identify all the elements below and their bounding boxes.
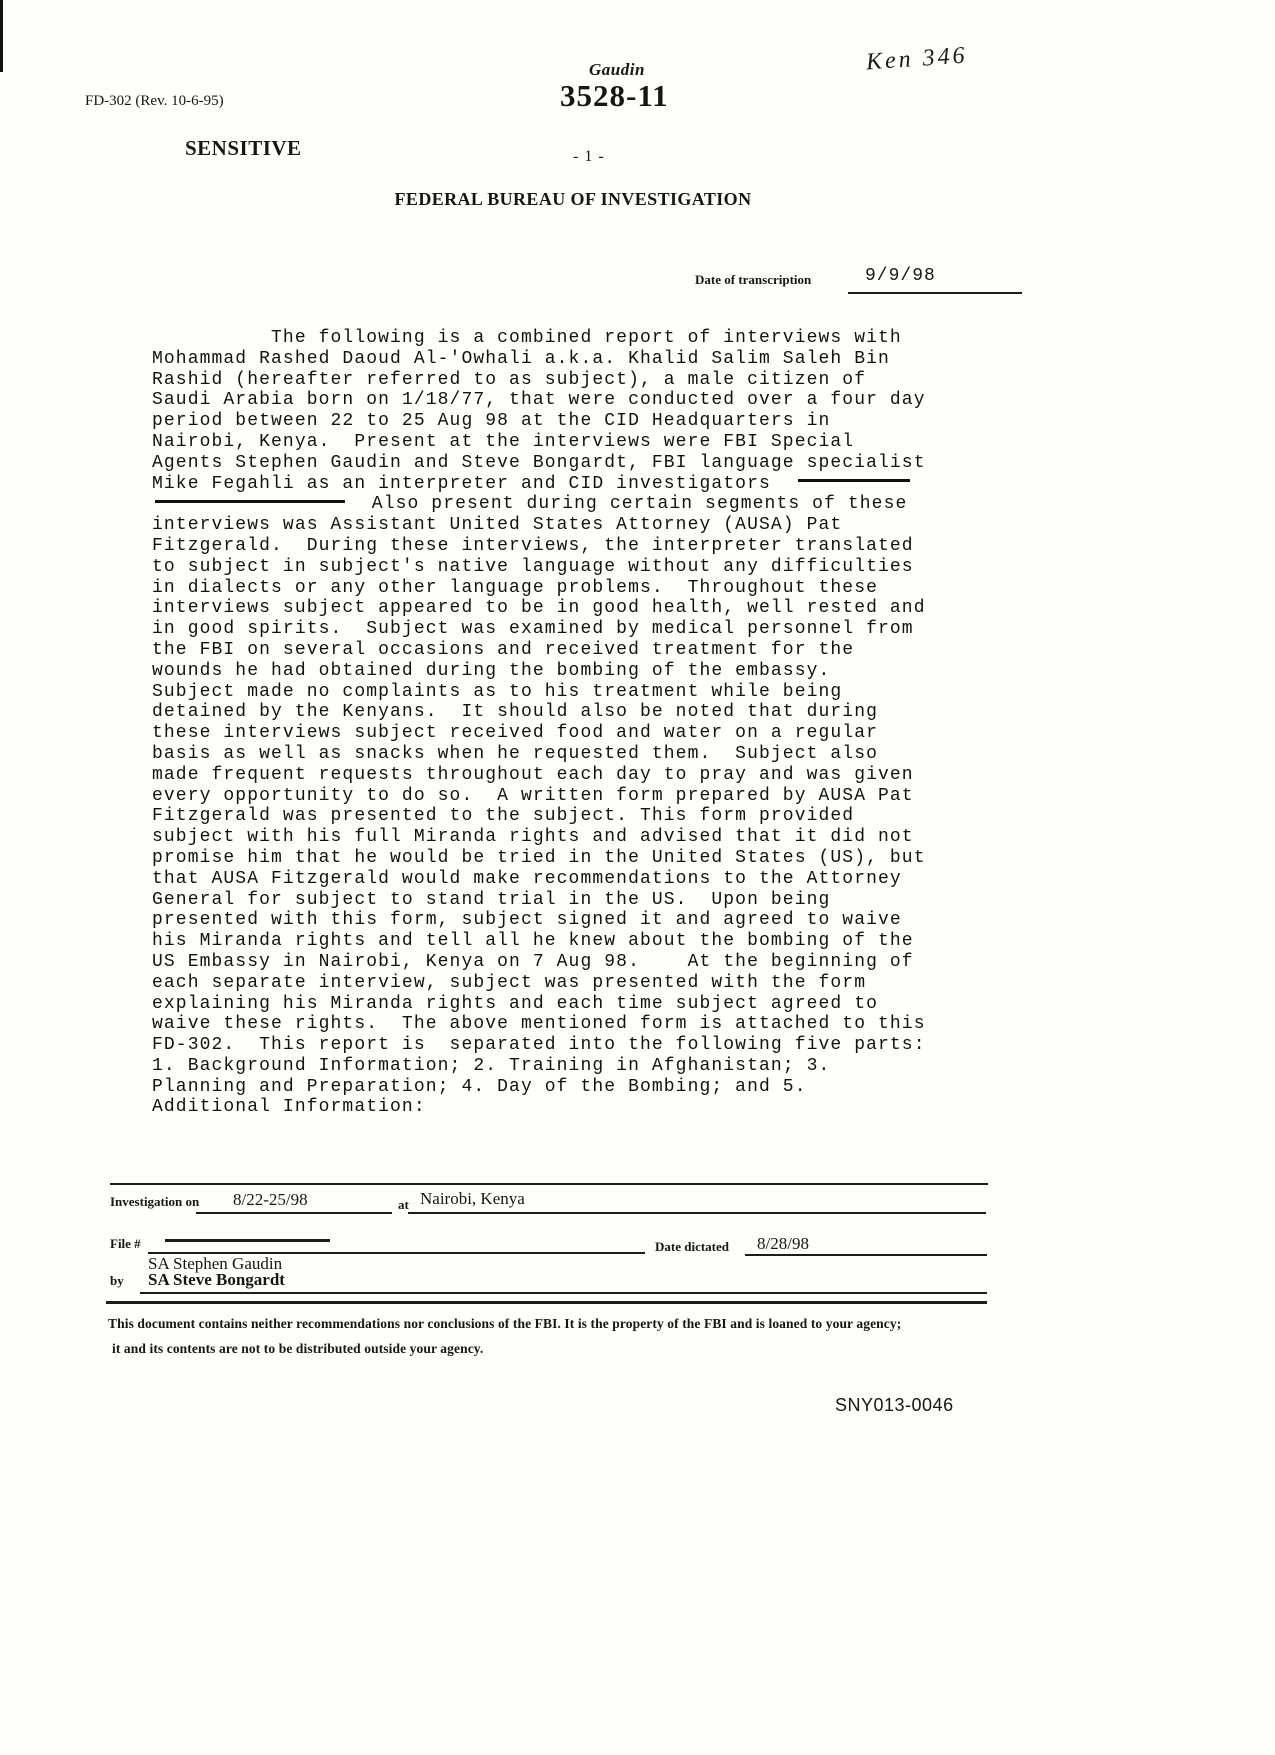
file-number-redaction-bar <box>165 1239 330 1242</box>
body-line: Rashid (hereafter referred to as subject), a male citizen of <box>152 369 867 390</box>
body-line: promise him that he would be tried in the United States (US), but <box>152 847 926 868</box>
scan-artifact <box>0 0 3 72</box>
location-underline <box>408 1212 986 1214</box>
classification-marking: SENSITIVE <box>185 136 302 160</box>
body-line: period between 22 to 25 Aug 98 at the CID Headquarters in <box>152 411 831 432</box>
form-number: FD-302 (Rev. 10-6-95) <box>85 93 224 109</box>
body-line: these interviews subject received food and water on a regular <box>152 723 879 744</box>
case-number-stamp: 3528-11 <box>560 78 669 113</box>
date-dictated-label: Date dictated <box>655 1239 730 1254</box>
investigation-date: 8/22-25/98 <box>233 1190 308 1209</box>
body-line: General for subject to stand trial in the US. Upon being <box>152 889 831 910</box>
at-label: at <box>398 1197 409 1212</box>
document-id: SNY013-0046 <box>835 1395 954 1415</box>
body-line: subject with his full Miranda rights and advised that it did not <box>152 827 914 848</box>
agent-name-1: SA Stephen Gaudin <box>148 1254 283 1273</box>
redaction-bar <box>798 479 910 482</box>
body-line: waive these rights. The above mentioned form is attached to this <box>152 1014 926 1035</box>
body-line: explaining his Miranda rights and each time subject agreed to <box>152 993 879 1014</box>
body-line: every opportunity to do so. A written form prepared by AUSA Pat <box>152 785 914 806</box>
body-line: in good spirits. Subject was examined by medical personnel from <box>152 619 914 640</box>
body-line: Fitzgerald. During these interviews, the interpreter translated <box>152 535 914 556</box>
body-line: Additional Information: <box>152 1097 426 1118</box>
body-line: made frequent requests throughout each day to pray and was given <box>152 764 914 785</box>
body-line: that AUSA Fitzgerald would make recommendations to the Attorney <box>152 868 902 889</box>
body-line: The following is a combined report of interviews with <box>152 328 902 348</box>
investigation-date-underline <box>196 1212 392 1214</box>
date-dictated-underline <box>745 1254 987 1256</box>
report-body <box>152 328 926 1118</box>
body-line: detained by the Kenyans. It should also be noted that during <box>152 702 879 723</box>
investigation-location: Nairobi, Kenya <box>420 1189 525 1208</box>
handwritten-name-annotation: Gaudin <box>589 60 645 79</box>
disclaimer-line-1: This document contains neither recommendations nor conclusions of the FBI. It is the property of the FBI and is loaned to your agency; <box>108 1316 902 1331</box>
body-line: Mike Fegahli as an interpreter and CID investigators <box>152 474 926 495</box>
transcription-underline <box>848 292 1022 294</box>
disclaimer-line-2: it and its contents are not to be distributed outside your agency. <box>112 1341 484 1356</box>
body-line: interviews subject appeared to be in good health, well rested and <box>152 598 926 619</box>
date-of-transcription-value: 9/9/98 <box>865 266 936 286</box>
body-line: Agents Stephen Gaudin and Steve Bongardt, FBI language specialist <box>152 452 926 473</box>
body-line: Planning and Preparation; 4. Day of the Bombing; and 5. <box>152 1076 807 1097</box>
file-number-label: File # <box>110 1236 141 1251</box>
body-line: in dialects or any other language problems. Throughout these <box>152 577 879 598</box>
body-line: Fitzgerald was presented to the subject. This form provided <box>152 806 855 827</box>
handwritten-corner-annotation: Ken 346 <box>865 42 969 76</box>
body-line: presented with this form, subject signed it and agreed to waive <box>152 910 902 931</box>
investigation-on-label: Investigation on <box>110 1194 200 1209</box>
body-line: FD-302. This report is separated into the following five parts: <box>152 1035 926 1056</box>
body-line: his Miranda rights and tell all he knew about the bombing of the <box>152 931 914 952</box>
body-line: 1. Background Information; 2. Training in Afghanistan; 3. <box>152 1055 831 1076</box>
agency-title: FEDERAL BUREAU OF INVESTIGATION <box>394 189 752 209</box>
body-line: Saudi Arabia born on 1/18/77, that were conducted over a four day <box>152 390 926 411</box>
body-line: the FBI on several occasions and received treatment for the <box>152 639 855 660</box>
body-line: Nairobi, Kenya. Present at the interviews were FBI Special <box>152 431 855 452</box>
body-line: wounds he had obtained during the bombing of the embassy. <box>152 660 831 681</box>
body-line: to subject in subject's native language without any difficulties <box>152 556 914 577</box>
body-line: basis as well as snacks when he requested them. Subject also <box>152 743 879 764</box>
body-line: interviews was Assistant United States Attorney (AUSA) Pat <box>152 515 843 536</box>
body-line: US Embassy in Nairobi, Kenya on 7 Aug 98. At the beginning of <box>152 951 914 972</box>
body-line: Subject made no complaints as to his treatment while being <box>152 681 843 702</box>
page-number: - 1 - <box>573 148 605 165</box>
by-label: by <box>110 1273 124 1288</box>
body-line: each separate interview, subject was presented with the form <box>152 972 867 993</box>
date-of-transcription-label: Date of transcription <box>695 272 812 287</box>
agents-underline <box>140 1292 987 1294</box>
date-dictated-value: 8/28/98 <box>757 1234 809 1253</box>
footer-top-rule <box>110 1183 988 1185</box>
body-line: Mohammad Rashed Daoud Al-'Owhali a.k.a. Khalid Salim Saleh Bin <box>152 348 890 369</box>
body-line: Also present during certain segments of these <box>152 494 926 515</box>
agent-name-2: SA Steve Bongardt <box>148 1270 285 1289</box>
redaction-bar <box>155 500 345 503</box>
footer-bottom-rule <box>106 1301 987 1304</box>
